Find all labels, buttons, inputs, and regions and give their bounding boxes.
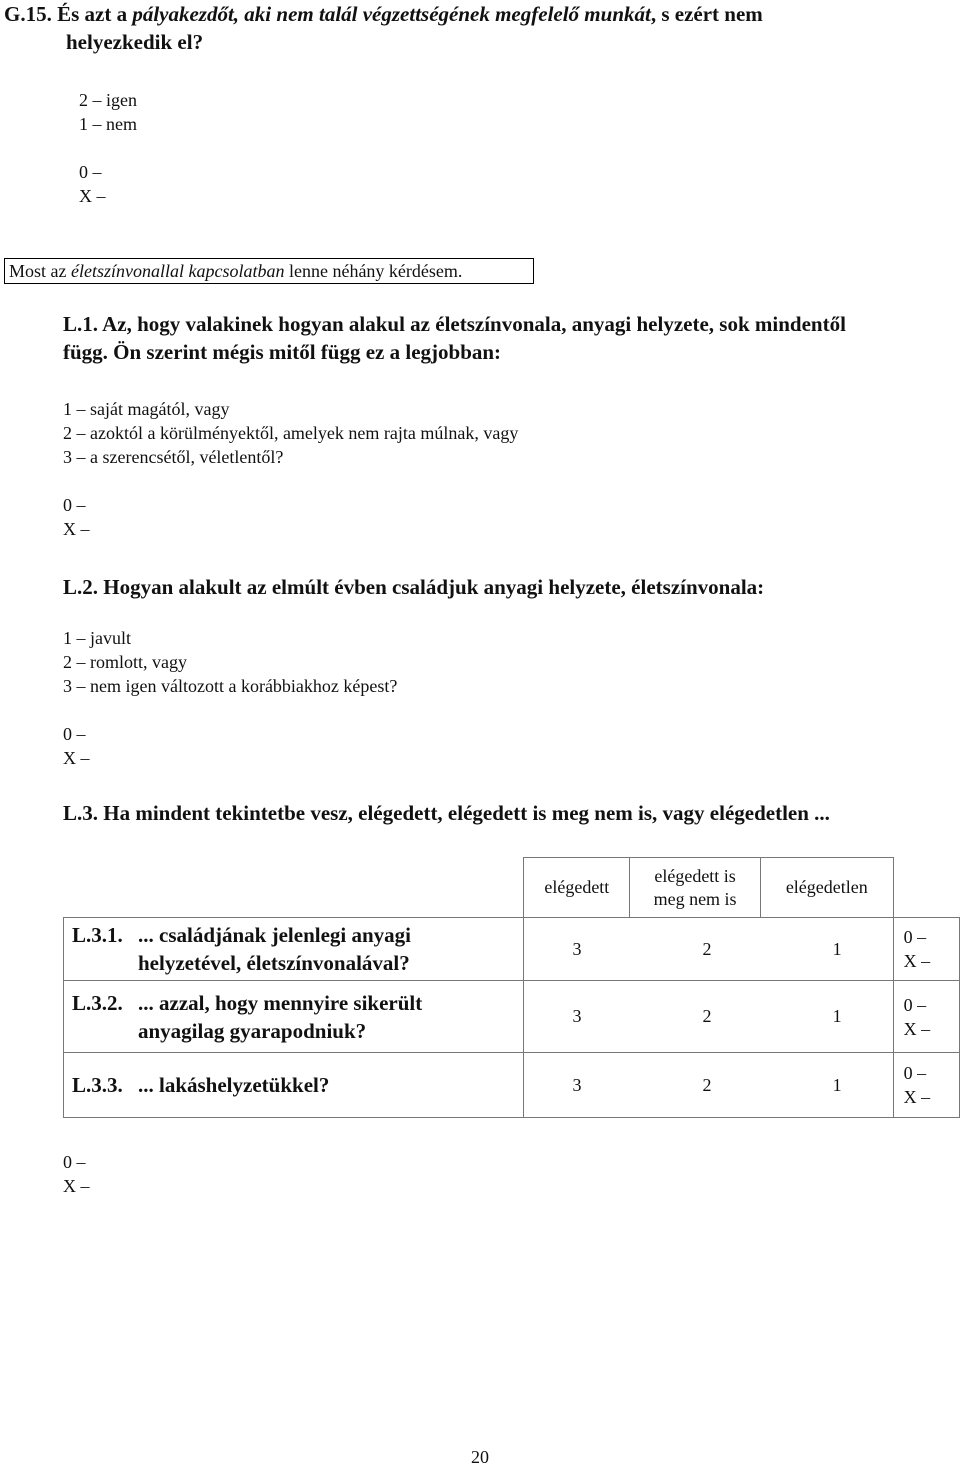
row-values	[524, 981, 893, 1053]
header-elegedett: elégedett	[524, 858, 630, 918]
value-option[interactable]: 3	[572, 1006, 582, 1026]
header-elegedett-is-meg-nem-is: elégedett is meg nem is	[630, 858, 761, 918]
row-label: L.3.1. ... családjának jelenlegi anyagi helyzetével, életszínvonalával?	[64, 918, 524, 981]
option: 2 – igen	[79, 90, 137, 110]
row-values	[524, 918, 893, 981]
row-codes: 0 – X –	[893, 1053, 959, 1118]
code: X –	[79, 186, 106, 206]
page-number: 20	[471, 1447, 489, 1467]
question-l1-line2: függ. Ön szerint mégis mitől függ ez a legjobban:	[63, 340, 502, 364]
table-row	[64, 1053, 960, 1118]
rating-grid	[63, 857, 960, 1118]
l2-codes	[63, 722, 90, 770]
value-option[interactable]: 1	[832, 938, 842, 959]
question-g15-line2: helyezkedik el?	[66, 30, 204, 54]
g15-options	[79, 88, 137, 136]
option: 2 – azoktól a körülményektől, amelyek nem rajta múlnak, vagy	[63, 423, 519, 443]
row-codes: 0 – X –	[893, 981, 959, 1053]
l1-codes	[63, 493, 90, 541]
code: 0 –	[63, 495, 86, 515]
g15-codes	[79, 160, 106, 208]
option: 1 – nem	[79, 114, 137, 134]
question-l1	[4, 310, 954, 366]
grid-corner	[64, 858, 524, 918]
code: 0 –	[63, 1152, 86, 1172]
question-l2-line1: L.2. Hogyan alakult az elmúlt évben családjuk anyagi helyzete, életszínvonala:	[63, 575, 765, 599]
option: 1 – javult	[63, 628, 131, 648]
table-row	[64, 981, 960, 1053]
l2-options	[63, 626, 397, 698]
code: X –	[63, 519, 90, 539]
code: X –	[63, 748, 90, 768]
value-option[interactable]: 2	[702, 1006, 712, 1026]
code: X –	[63, 1176, 90, 1196]
code: 0 –	[63, 724, 86, 744]
value-option[interactable]: 1	[832, 1006, 842, 1026]
question-g15	[4, 0, 954, 56]
row-label: L.3.3. ... lakáshelyzetükkel?	[64, 1053, 524, 1118]
value-option[interactable]: 2	[702, 1074, 712, 1095]
header-elegedetlen: elégedetlen	[760, 858, 893, 918]
row-values	[524, 1053, 893, 1118]
option: 2 – romlott, vagy	[63, 652, 187, 672]
grid-header-spacer	[893, 858, 959, 918]
table-row	[64, 918, 960, 981]
code: 0 –	[79, 162, 102, 182]
value-option[interactable]: 2	[702, 938, 712, 959]
question-l3-line1: L.3. Ha mindent tekintetbe vesz, elégedett, elégedett is meg nem is, vagy elégedetlen ...	[63, 801, 830, 825]
value-option[interactable]: 1	[832, 1074, 842, 1095]
question-l2	[4, 573, 954, 601]
question-l1-line1: L.1. Az, hogy valakinek hogyan alakul az életszínvonala, anyagi helyzete, sok mindentől	[63, 312, 846, 336]
row-label: L.3.2. ... azzal, hogy mennyire sikerült anyagilag gyarapodniuk?	[64, 981, 524, 1053]
l1-options	[63, 397, 518, 469]
section-intro-box: Most az életszínvonallal kapcsolatban lenne néhány kérdésem.	[4, 258, 534, 284]
option: 1 – saját magától, vagy	[63, 399, 230, 419]
row-codes: 0 – X –	[893, 918, 959, 981]
value-option[interactable]: 3	[572, 938, 582, 959]
value-option[interactable]: 3	[572, 1074, 582, 1095]
question-l3	[4, 799, 954, 827]
grid-header-row	[64, 858, 960, 918]
option: 3 – a szerencsétől, véletlentől?	[63, 447, 284, 467]
question-g15-line1: G.15. És azt a pályakezdőt, aki nem talál végzettségének megfelelő munkát, s ezért nem	[4, 2, 763, 26]
l3-codes	[63, 1150, 90, 1198]
option: 3 – nem igen változott a korábbiakhoz képest?	[63, 676, 398, 696]
